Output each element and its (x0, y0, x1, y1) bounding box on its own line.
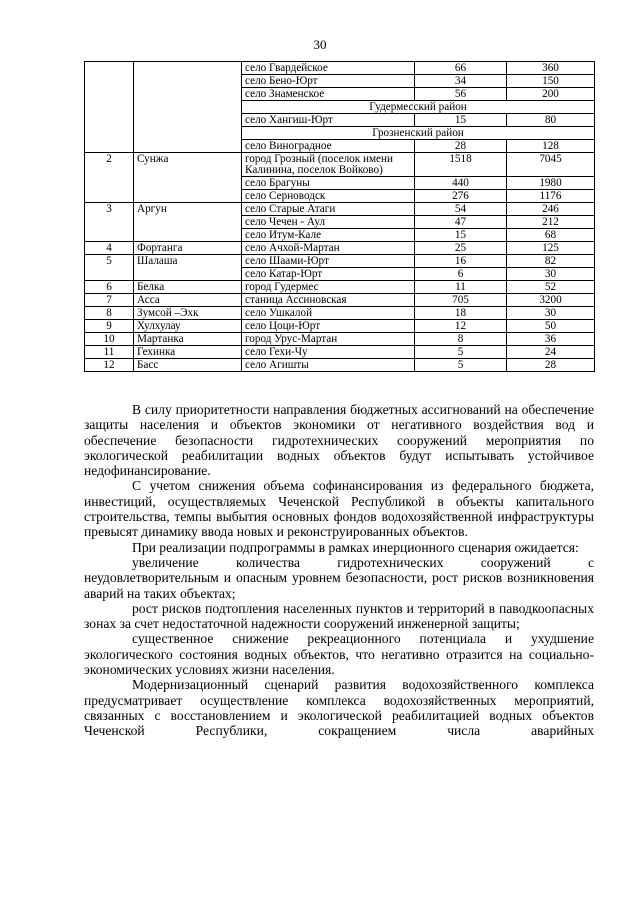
table-row (85, 255, 595, 268)
settlement-cell: село Брагуны (242, 177, 415, 190)
river-cell (134, 62, 242, 75)
value2-cell: 200 (507, 88, 595, 101)
settlement-cell: село Цоци-Юрт (242, 320, 415, 333)
num-cell (85, 62, 134, 75)
settlements-table (84, 61, 595, 372)
value1-cell: 16 (415, 255, 507, 268)
value1-cell: 276 (415, 190, 507, 203)
district-cell: Гудермесский район (242, 101, 595, 114)
value2-cell: 28 (507, 359, 595, 372)
paragraph: Модернизационный сценарий развития водохозяйственного комплекса предусматривает осуществление комплекса водохозяйственных мероприятий, связанных с восстановлением и экологической реабилитацией водных объектов Чеченской Республики, сокращением числа аварийных (84, 677, 594, 739)
value1-cell: 8 (415, 333, 507, 346)
value1-cell: 705 (415, 294, 507, 307)
river-cell (134, 190, 242, 203)
settlement-cell: село Катар-Юрт (242, 268, 415, 281)
river-cell: Мартанка (134, 333, 242, 346)
river-cell: Гехинка (134, 346, 242, 359)
value1-cell: 66 (415, 62, 507, 75)
river-cell (134, 101, 242, 114)
value1-cell: 34 (415, 75, 507, 88)
river-cell: Басс (134, 359, 242, 372)
river-cell (134, 140, 242, 153)
body-text (84, 402, 594, 739)
settlement-cell: город Гудермес (242, 281, 415, 294)
river-cell: Фортанга (134, 242, 242, 255)
value2-cell: 52 (507, 281, 595, 294)
table-row (85, 229, 595, 242)
value1-cell: 56 (415, 88, 507, 101)
settlement-cell: село Шаами-Юрт (242, 255, 415, 268)
table-row (85, 281, 595, 294)
river-cell: Асса (134, 294, 242, 307)
value2-cell: 80 (507, 114, 595, 127)
table-row (85, 216, 595, 229)
num-cell (85, 114, 134, 127)
table-row (85, 88, 595, 101)
num-cell: 5 (85, 255, 134, 268)
num-cell (85, 75, 134, 88)
num-cell (85, 229, 134, 242)
settlement-cell: село Виноградное (242, 140, 415, 153)
river-cell (134, 114, 242, 127)
value2-cell: 36 (507, 333, 595, 346)
value2-cell: 150 (507, 75, 595, 88)
settlement-cell: село Серноводск (242, 190, 415, 203)
value1-cell: 18 (415, 307, 507, 320)
settlement-cell: село Гвардейское (242, 62, 415, 75)
paragraph: увеличение количества гидротехнических сооружений с неудовлетворительным и опасным уровнем безопасности, рост рисков возникновения аварий на таких объектах; (84, 554, 594, 601)
value2-cell: 24 (507, 346, 595, 359)
value2-cell: 360 (507, 62, 595, 75)
settlement-cell: село Хангиш-Юрт (242, 114, 415, 127)
value2-cell: 3200 (507, 294, 595, 307)
value1-cell: 12 (415, 320, 507, 333)
value1-cell: 11 (415, 281, 507, 294)
paragraph: С учетом снижения объема софинансирования из федерального бюджета, инвестиций, осуществляемых Чеченской Республикой в объекты капитального строительства, темпы выбытия основных фондов водохозяйственной инфраструктуры превысят динамику ввода новых и реконструированных объектов. (84, 478, 594, 540)
paragraph: При реализации подпрограммы в рамках инерционного сценария ожидается: (132, 539, 579, 555)
river-cell (134, 127, 242, 140)
table-row (85, 333, 595, 346)
value1-cell: 28 (415, 140, 507, 153)
value2-cell: 1176 (507, 190, 595, 203)
table-row (85, 346, 595, 359)
paragraph: рост рисков подтопления населенных пунктов и территорий в паводкоопасных зонах за счет недостаточной надежности сооружений инженерной защиты; (84, 600, 594, 632)
num-cell: 8 (85, 307, 134, 320)
num-cell: 3 (85, 203, 134, 216)
num-cell (85, 190, 134, 203)
paragraph: существенное снижение рекреационного потенциала и ухудшение экологического состояния водных объектов, что негативно отразится на социально-экономических условиях жизни населения. (84, 631, 594, 678)
table-row (85, 177, 595, 190)
num-cell (85, 88, 134, 101)
settlement-cell: город Урус-Мартан (242, 333, 415, 346)
river-cell: Шалаша (134, 255, 242, 268)
num-cell: 6 (85, 281, 134, 294)
num-cell (85, 177, 134, 190)
settlement-cell: село Чечен - Аул (242, 216, 415, 229)
value2-cell: 128 (507, 140, 595, 153)
value2-cell: 30 (507, 307, 595, 320)
table-row (85, 268, 595, 281)
value2-cell: 68 (507, 229, 595, 242)
river-cell: Хулхулау (134, 320, 242, 333)
river-cell (134, 216, 242, 229)
num-cell (85, 140, 134, 153)
settlement-cell: село Агишты (242, 359, 415, 372)
value2-cell: 7045 (507, 153, 595, 177)
num-cell: 11 (85, 346, 134, 359)
settlement-cell: село Итум-Кале (242, 229, 415, 242)
value2-cell: 246 (507, 203, 595, 216)
river-cell: Белка (134, 281, 242, 294)
district-row (85, 127, 595, 140)
value2-cell: 50 (507, 320, 595, 333)
num-cell: 4 (85, 242, 134, 255)
river-cell (134, 75, 242, 88)
table-row (85, 140, 595, 153)
river-cell (134, 88, 242, 101)
num-cell (85, 216, 134, 229)
num-cell: 7 (85, 294, 134, 307)
value1-cell: 25 (415, 242, 507, 255)
value1-cell: 5 (415, 359, 507, 372)
value2-cell: 125 (507, 242, 595, 255)
value1-cell: 5 (415, 346, 507, 359)
value2-cell: 1980 (507, 177, 595, 190)
table-row (85, 114, 595, 127)
value1-cell: 15 (415, 229, 507, 242)
table-row (85, 203, 595, 216)
table-row (85, 62, 595, 75)
value1-cell: 6 (415, 268, 507, 281)
river-cell: Зумсой –Эхк (134, 307, 242, 320)
district-cell: Грозненский район (242, 127, 595, 140)
settlement-cell: село Старые Атаги (242, 203, 415, 216)
num-cell: 12 (85, 359, 134, 372)
table-row (85, 320, 595, 333)
table-row (85, 153, 595, 177)
value1-cell: 15 (415, 114, 507, 127)
num-cell: 10 (85, 333, 134, 346)
num-cell (85, 127, 134, 140)
num-cell (85, 268, 134, 281)
district-row (85, 101, 595, 114)
settlement-cell: село Гехи-Чу (242, 346, 415, 359)
table-row (85, 242, 595, 255)
table-row (85, 294, 595, 307)
river-cell: Сунжа (134, 153, 242, 177)
num-cell: 2 (85, 153, 134, 177)
settlement-cell: город Грозный (поселок имени Калинина, поселок Войково) (242, 153, 415, 177)
value1-cell: 47 (415, 216, 507, 229)
table-row (85, 359, 595, 372)
river-cell (134, 268, 242, 281)
page-number: 30 (313, 37, 327, 52)
value2-cell: 212 (507, 216, 595, 229)
table-row (85, 307, 595, 320)
num-cell: 9 (85, 320, 134, 333)
settlement-cell: станица Ассиновская (242, 294, 415, 307)
table-row (85, 75, 595, 88)
settlement-cell: село Ушкалой (242, 307, 415, 320)
value1-cell: 54 (415, 203, 507, 216)
river-cell (134, 229, 242, 242)
num-cell (85, 101, 134, 114)
paragraph: В силу приоритетности направления бюджетных ассигнований на обеспечение защиты населения и объектов экономики от негативного воздействия вод и обеспечение безопасности гидротехнических сооружений мероприятия по экологической реабилитации водных объектов будут испытывать устойчивое недофинансирование. (84, 402, 594, 479)
river-cell (134, 177, 242, 190)
settlement-cell: село Знаменское (242, 88, 415, 101)
table-row (85, 190, 595, 203)
table-body (85, 62, 595, 372)
value1-cell: 440 (415, 177, 507, 190)
settlement-cell: село Ачхой-Мартан (242, 242, 415, 255)
value1-cell: 1518 (415, 153, 507, 177)
river-cell: Аргун (134, 203, 242, 216)
settlement-cell: село Бено-Юрт (242, 75, 415, 88)
value2-cell: 82 (507, 255, 595, 268)
value2-cell: 30 (507, 268, 595, 281)
